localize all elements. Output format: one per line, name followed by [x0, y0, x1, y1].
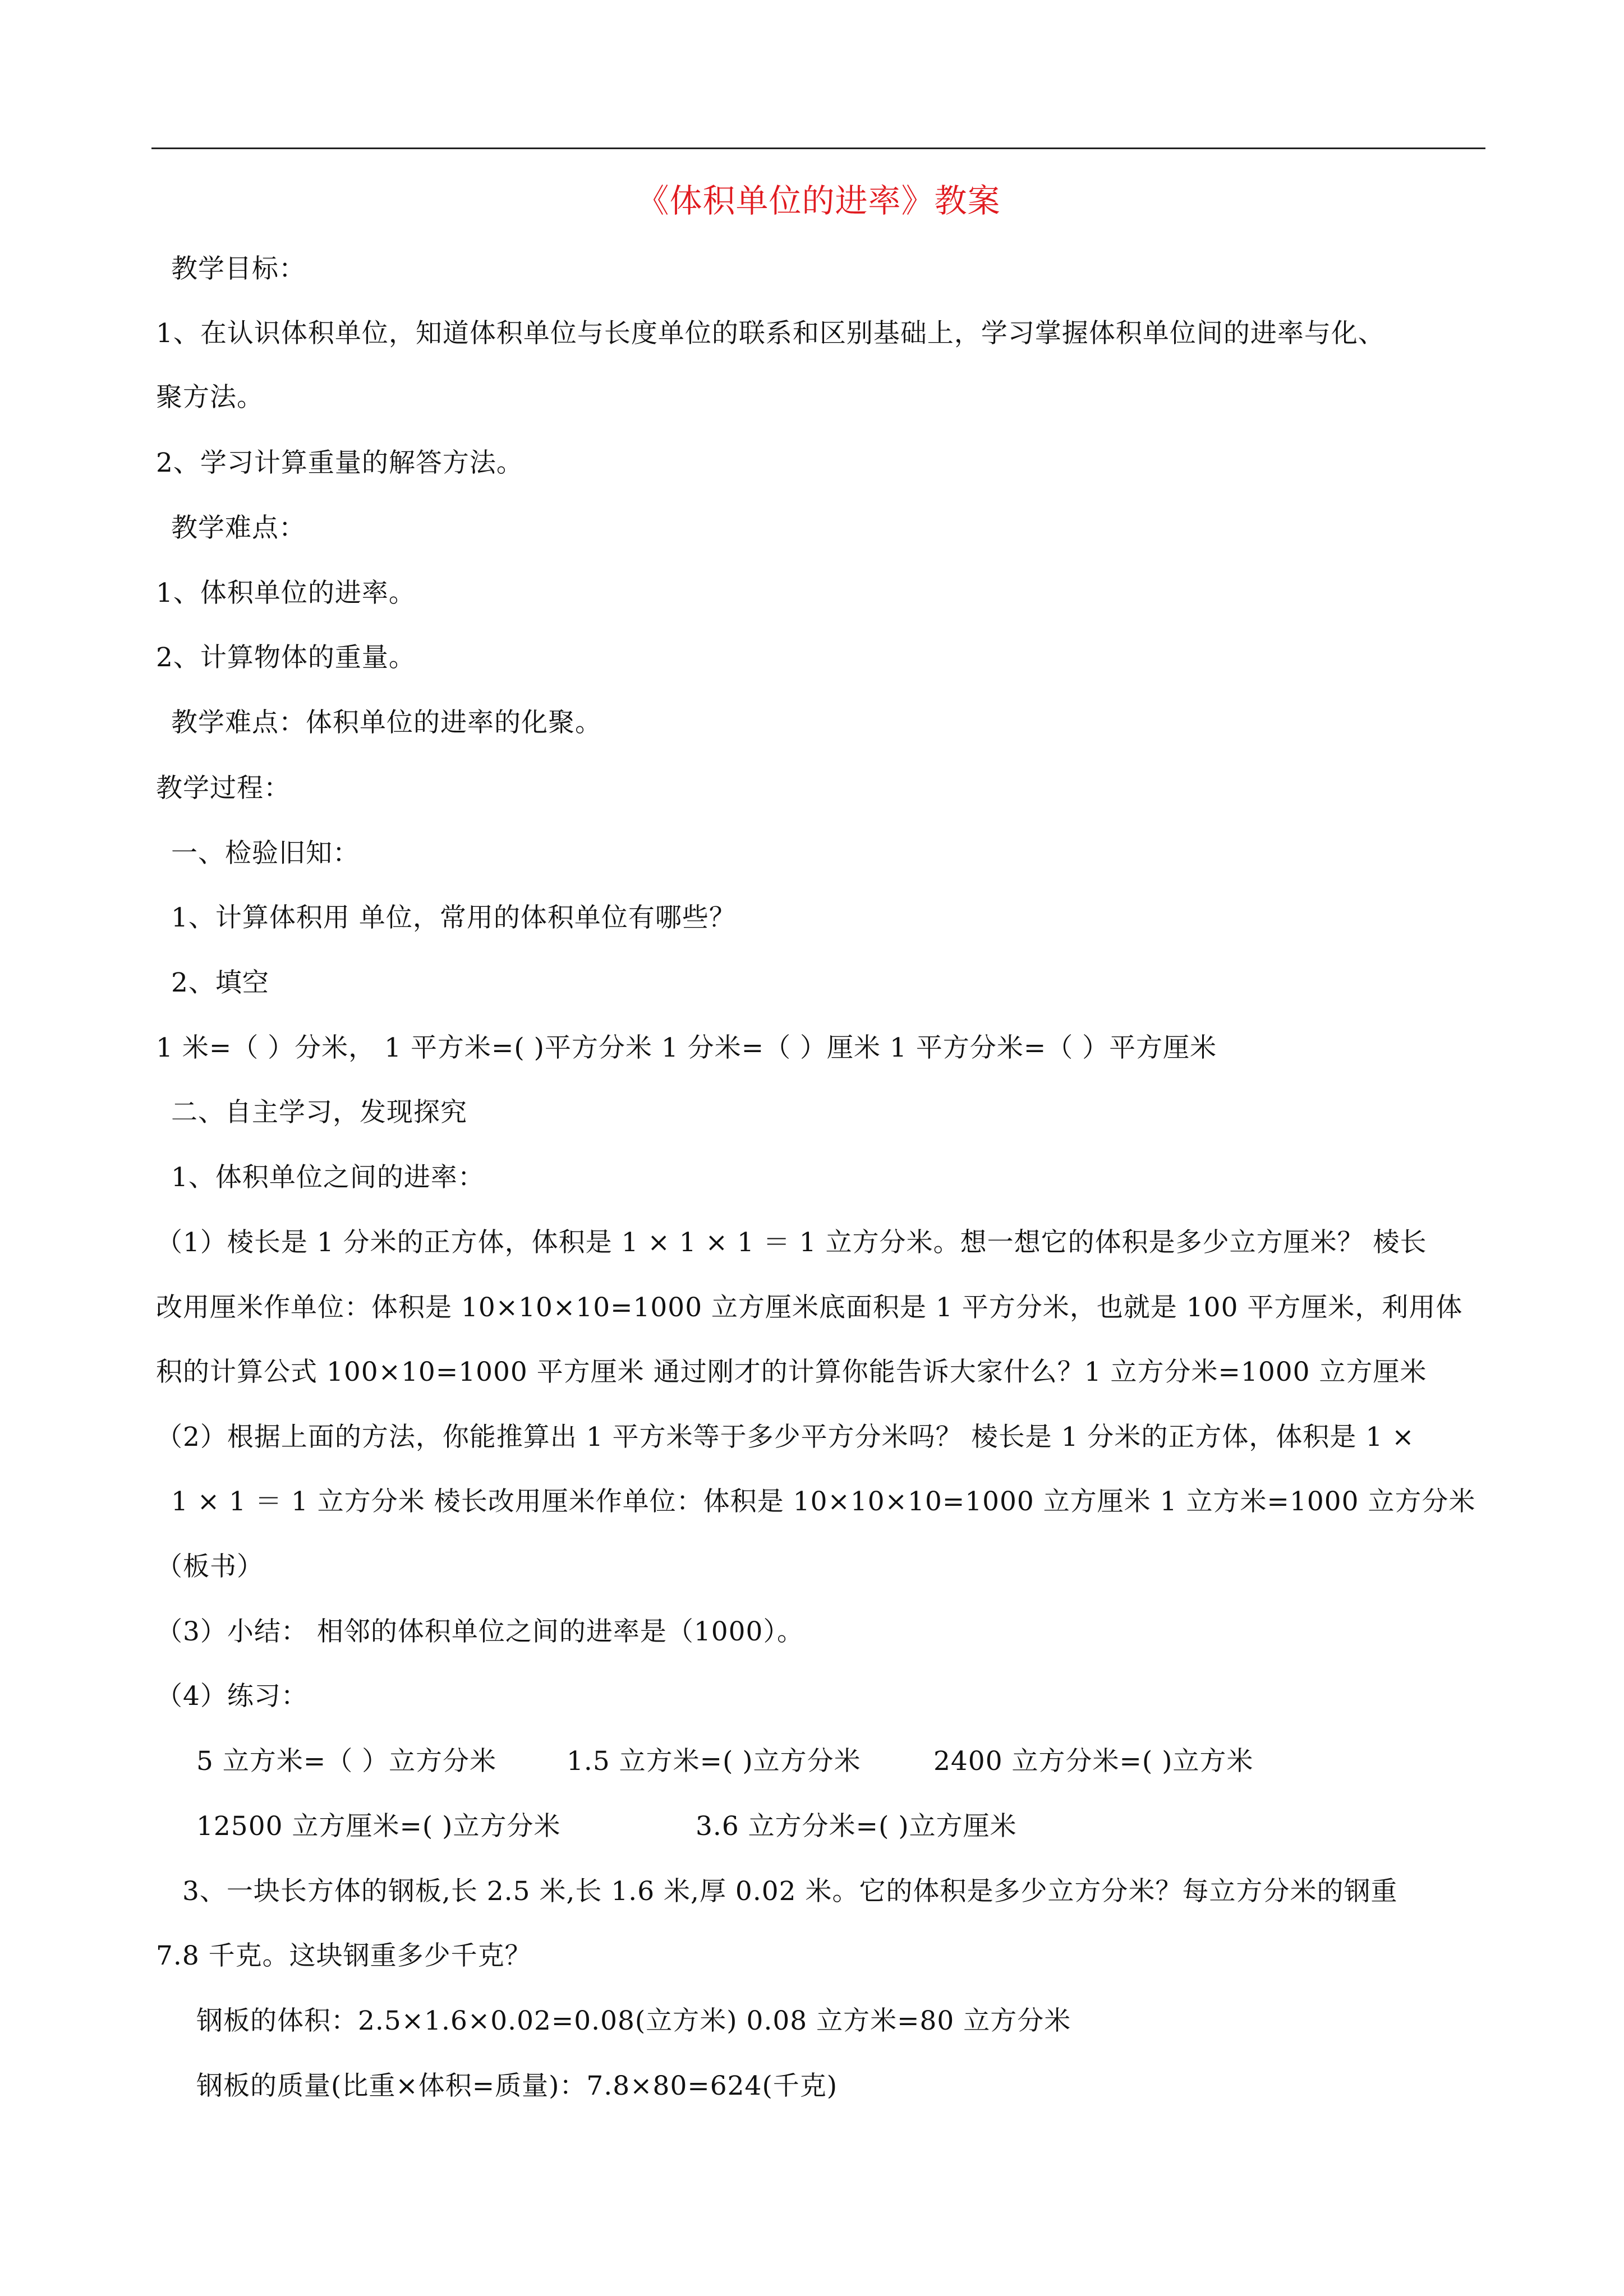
- section-heading-difficulties-2: 教学难点：体积单位的进率的化聚。: [171, 707, 602, 738]
- fill-blank-line: 1 米=（ ）分米， 1 平方米=( )平方分米 1 分米=（ ）厘米 1 平方分米=（ ）平方厘米: [156, 1032, 1217, 1063]
- section-heading-process: 教学过程：: [156, 773, 291, 804]
- paragraph-line: 钢板的质量(比重×体积=质量)：7.8×80=624(千克): [196, 2071, 838, 2101]
- paragraph-line: （板书）: [156, 1551, 264, 1582]
- exercise-item: 2400 立方分米=( )立方米: [933, 1746, 1254, 1777]
- paragraph-line: 7.8 千克。这块钢重多少千克？: [156, 1940, 532, 1971]
- exercise-item: 12500 立方厘米=( )立方分米: [196, 1811, 561, 1842]
- paragraph-line: 2、填空: [171, 967, 269, 998]
- paragraph-line: 2、学习计算重量的解答方法。: [156, 448, 523, 478]
- exercise-item: 5 立方米=（ ）立方分米: [196, 1746, 497, 1777]
- paragraph-line: 钢板的体积：2.5×1.6×0.02=0.08(立方米) 0.08 立方米=80 立方分米: [196, 2005, 1071, 2036]
- paragraph-line: （1）棱长是 1 分米的正方体，体积是 1 × 1 × 1 ＝ 1 立方分米。想一想它的体积是多少立方厘米？ 棱长: [156, 1227, 1427, 1258]
- section-heading-difficulties: 教学难点：: [171, 513, 306, 543]
- paragraph-line: （4）练习：: [156, 1681, 308, 1712]
- paragraph-line: 1、体积单位的进率。: [156, 578, 416, 608]
- paragraph-line: （2）根据上面的方法，你能推算出 1 平方米等于多少平方分米吗？ 棱长是 1 分米的正方体，体积是 1 ×: [156, 1422, 1415, 1453]
- paragraph-line: 1、在认识体积单位，知道体积单位与长度单位的联系和区别基础上，学习掌握体积单位间的进率与化、: [156, 318, 1385, 349]
- section-heading-objectives: 教学目标：: [171, 253, 306, 284]
- paragraph-line: 1 × 1 ＝ 1 立方分米 棱长改用厘米作单位：体积是 10×10×10=1000 立方厘米 1 立方米=1000 立方分米: [171, 1486, 1476, 1517]
- paragraph-line: 聚方法。: [156, 382, 264, 413]
- exercise-item: 3.6 立方分米=( )立方厘米: [696, 1811, 1017, 1842]
- paragraph-line: 积的计算公式 100×10=1000 平方厘米 通过刚才的计算你能告诉大家什么？1 立方分米=1000 立方厘米: [156, 1357, 1427, 1387]
- paragraph-line: （3）小结： 相邻的体积单位之间的进率是（1000）。: [156, 1616, 804, 1647]
- exercise-item: 1.5 立方米=( )立方分米: [567, 1746, 861, 1777]
- subsection-heading: 一、检验旧知：: [171, 838, 360, 869]
- paragraph-line: 改用厘米作单位：体积是 10×10×10=1000 立方厘米底面积是 1 平方分米，也就是 100 平方厘米，利用体: [156, 1292, 1463, 1323]
- paragraph-line: 2、计算物体的重量。: [156, 642, 416, 673]
- paragraph-line: 1、计算体积用 单位，常用的体积单位有哪些？: [171, 902, 736, 933]
- paragraph-line: 1、体积单位之间的进率：: [171, 1162, 485, 1193]
- subsection-heading: 二、自主学习，发现探究: [171, 1097, 467, 1128]
- paragraph-line: 3、一块长方体的钢板,长 2.5 米,长 1.6 米,厚 0.02 米。它的体积是多少立方分米？每立方分米的钢重: [182, 1876, 1398, 1907]
- document-title: 《体积单位的进率》教案: [636, 182, 1001, 220]
- header-rule: [151, 147, 1485, 149]
